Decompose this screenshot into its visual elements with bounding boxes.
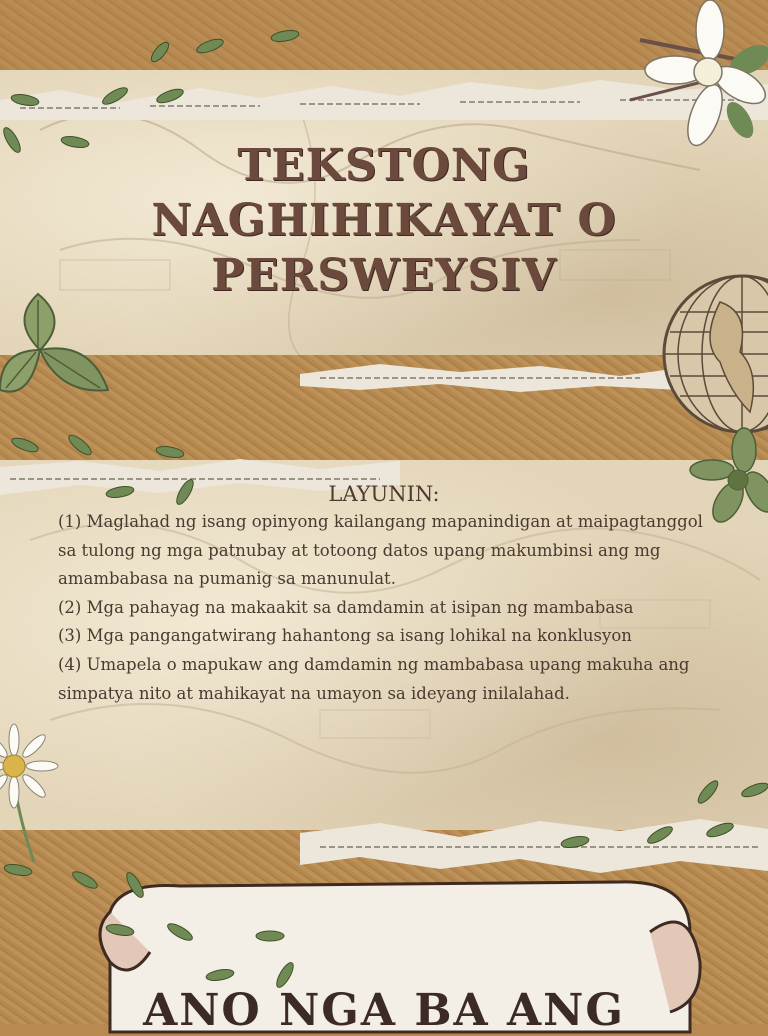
leaf-icon [705, 821, 735, 840]
title-line-3: PERSWEYSIV [211, 250, 557, 301]
leaf-icon [155, 445, 184, 460]
objective-item-1: (1) Maglahad ng isang opinyong kailangang mapanindigan at maipagtanggol sa tulong ng mga patnubay at totoong datos upang makumbinsi ang mg amambabasa na pumanig sa manunulat. [58, 512, 703, 589]
leaf-icon [270, 29, 299, 44]
leaf-icon [66, 432, 94, 458]
leaf-icon [1, 125, 24, 154]
leaf-icon [165, 921, 194, 944]
leaf-icon [70, 869, 99, 892]
leaf-icon [148, 40, 171, 65]
leaf-icon [10, 436, 40, 455]
leaf-icon [10, 93, 39, 108]
leaf-icon [174, 477, 197, 506]
leaf-icon [60, 135, 89, 150]
leaf-icon [105, 485, 134, 500]
leaf-icon [560, 835, 589, 850]
leaf-icon [695, 778, 721, 806]
leaf-icon [3, 863, 32, 878]
leaf-icon [274, 960, 297, 989]
leaf-icon [256, 931, 284, 941]
leaf-icon [205, 968, 234, 983]
leaf-icon [740, 781, 768, 800]
leaf-icon [100, 85, 129, 108]
objective-item-2: (2) Mga pahayag na makaakit sa damdamin at isipan ng mambabasa [58, 597, 634, 617]
leaf-icon [105, 923, 134, 938]
title-line-1: TEKSTONG [237, 140, 531, 191]
leaf-icon [124, 870, 147, 899]
title-line-2: NAGHIHIKAYAT O [151, 195, 617, 246]
objective-item-4: (4) Umapela o mapukaw ang damdamin ng mambabasa upang makuha ang simpatya nito at mahikayat na umayon sa ideyang inilalahad. [58, 654, 690, 703]
scroll-heading: ANO NGA BA ANG [143, 985, 625, 1036]
section-heading: LAYUNIN: [328, 482, 440, 506]
leaf-icon [645, 824, 674, 847]
leaf-icon [195, 37, 225, 56]
objective-item-3: (3) Mga pangangatwirang hahantong sa isang lohikal na konklusyon [58, 626, 632, 646]
leaf-icon [155, 87, 185, 106]
